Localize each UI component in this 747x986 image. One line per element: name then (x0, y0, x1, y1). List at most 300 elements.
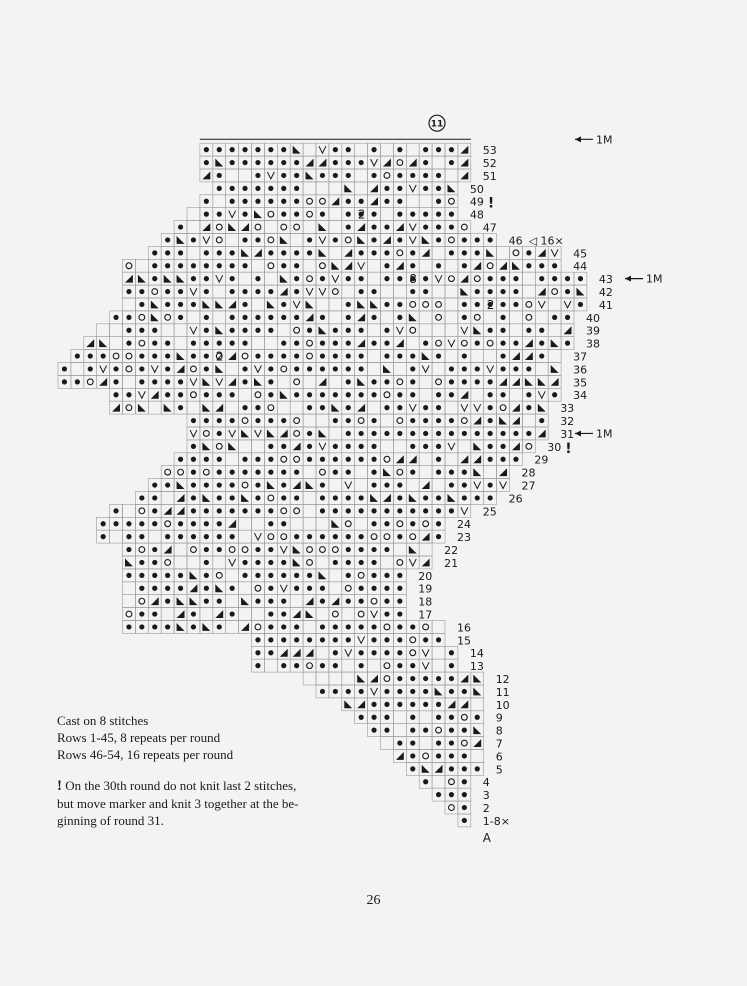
stitch-cell (484, 492, 497, 505)
stitch-cell (419, 440, 432, 453)
cell-box (252, 440, 265, 453)
stitch-cell (342, 479, 355, 492)
ssk-triangle (486, 249, 494, 257)
cell-box (329, 285, 342, 298)
stitch-cell (445, 711, 458, 724)
stitch-cell (123, 401, 136, 414)
yarn-over-circle (526, 443, 532, 449)
stitch-cell (187, 272, 200, 285)
yarn-over-circle (294, 418, 300, 424)
cell-box (355, 414, 368, 427)
cell-box (226, 440, 239, 453)
stitch-cell (161, 492, 174, 505)
v-stitch (396, 327, 403, 334)
cell-box (368, 195, 381, 208)
stitch-cell (290, 208, 303, 221)
ssk-triangle (280, 236, 288, 244)
stitch-cell (355, 221, 368, 234)
stitch-cell (277, 246, 290, 259)
knit-dot (281, 315, 286, 320)
cell-box (187, 388, 200, 401)
k2tog-triangle (538, 430, 546, 438)
knit-dot (410, 366, 415, 371)
stitch-cell (123, 324, 136, 337)
cell-box (239, 582, 252, 595)
knit-dot (513, 276, 518, 281)
ssk-triangle (202, 404, 210, 412)
stitch-cell (432, 246, 445, 259)
stitch-cell (458, 466, 471, 479)
k2tog-triangle (460, 159, 468, 167)
stitch-cell (381, 272, 394, 285)
stitch-cell (303, 556, 316, 569)
knit-dot (371, 250, 376, 255)
stitch-cell (510, 427, 523, 440)
k2tog-triangle (331, 197, 339, 205)
knit-dot (139, 289, 144, 294)
yarn-over-circle (397, 418, 403, 424)
yarn-over-circle (320, 198, 326, 204)
yarn-over-circle (449, 237, 455, 243)
knit-dot (371, 431, 376, 436)
knit-dot (488, 495, 493, 500)
knit-dot (126, 624, 131, 629)
stitch-cell (368, 285, 381, 298)
knit-dot (152, 573, 157, 578)
cell-box (187, 221, 200, 234)
knit-dot (526, 250, 531, 255)
knit-dot (191, 521, 196, 526)
stitch-cell (277, 517, 290, 530)
stitch-cell (252, 659, 265, 672)
v-stitch (371, 611, 378, 618)
knit-dot (462, 366, 467, 371)
stitch-cell (368, 324, 381, 337)
stitch-cell (226, 569, 239, 582)
stitch-cell (303, 388, 316, 401)
ssk-triangle (228, 442, 236, 450)
knit-dot (139, 302, 144, 307)
stitch-cell (458, 143, 471, 156)
stitch-cell (548, 363, 561, 376)
knit-dot (397, 315, 402, 320)
stitch-cell (239, 595, 252, 608)
stitch-cell (574, 298, 587, 311)
stitch-cell (419, 388, 432, 401)
knit-dot (281, 663, 286, 668)
knit-dot (397, 740, 402, 745)
yarn-over-circle (255, 224, 261, 230)
stitch-cell (406, 234, 419, 247)
stitch-cell (432, 788, 445, 801)
stitch-cell (510, 363, 523, 376)
stitch-cell (510, 298, 523, 311)
stitch-cell (381, 698, 394, 711)
stitch-cell (200, 466, 213, 479)
ssk-triangle (409, 494, 417, 502)
stitch-cell (445, 775, 458, 788)
cell-box (161, 466, 174, 479)
knit-dot (436, 186, 441, 191)
cell-box (393, 724, 406, 737)
yarn-over-circle (423, 521, 429, 527)
knit-dot (449, 650, 454, 655)
yarn-over-circle (384, 392, 390, 398)
stitch-cell (432, 259, 445, 272)
knit-dot (230, 160, 235, 165)
knit-dot (423, 341, 428, 346)
knit-dot (500, 353, 505, 358)
knit-dot (255, 173, 260, 178)
knit-dot (462, 302, 467, 307)
knit-dot (410, 521, 415, 526)
knit-dot (294, 341, 299, 346)
stitch-cell (316, 685, 329, 698)
knit-dot (384, 637, 389, 642)
stitch-cell (135, 298, 148, 311)
stitch-cell (148, 582, 161, 595)
stitch-cell (316, 156, 329, 169)
stitch-cell (316, 530, 329, 543)
knit-dot (281, 199, 286, 204)
row-number: 6 (495, 750, 503, 764)
cell-box (406, 646, 419, 659)
stitch-cell (342, 143, 355, 156)
knit-dot (242, 289, 247, 294)
stitch-cell (148, 272, 161, 285)
knit-dot (217, 263, 222, 268)
cell-box (432, 324, 445, 337)
stitch-cell (368, 466, 381, 479)
stitch-cell (484, 285, 497, 298)
knit-dot (371, 702, 376, 707)
yarn-over-circle (294, 327, 300, 333)
stitch-cell (277, 646, 290, 659)
knit-dot (371, 444, 376, 449)
stitch-cell (381, 685, 394, 698)
stitch-cell (445, 208, 458, 221)
row-number: 53 (482, 144, 497, 158)
stitch-cell (290, 169, 303, 182)
knit-dot (268, 470, 273, 475)
stitch-cell (252, 375, 265, 388)
knit-dot (371, 457, 376, 462)
knit-dot (436, 444, 441, 449)
stitch-cell (252, 272, 265, 285)
stitch-cell (406, 621, 419, 634)
stitch-cell (316, 324, 329, 337)
stitch-cell (419, 621, 432, 634)
cell-box (548, 350, 561, 363)
stitch-cell (252, 208, 265, 221)
v-stitch (319, 288, 326, 295)
stitch-cell (239, 569, 252, 582)
stitch-cell (329, 337, 342, 350)
knit-dot (410, 508, 415, 513)
stitch-cell (381, 517, 394, 530)
knit-dot (281, 495, 286, 500)
cell-box (497, 401, 510, 414)
stitch-cell (445, 466, 458, 479)
stitch-cell (329, 608, 342, 621)
knit-dot (346, 276, 351, 281)
stitch-cell (432, 414, 445, 427)
stitch-cell (368, 401, 381, 414)
marker-label: 1M (596, 133, 613, 147)
cell-box (368, 530, 381, 543)
v-stitch (422, 662, 429, 669)
knit-dot (178, 263, 183, 268)
knit-dot (320, 663, 325, 668)
cell-box (393, 466, 406, 479)
stitch-cell (123, 388, 136, 401)
knit-dot (139, 611, 144, 616)
cell-box (381, 530, 394, 543)
stitch-cell (419, 492, 432, 505)
stitch-cell (123, 311, 136, 324)
stitch-cell (316, 543, 329, 556)
stitch-cell (355, 659, 368, 672)
k2tog-triangle (319, 159, 327, 167)
stitch-cell (213, 246, 226, 259)
stitch-cell (200, 388, 213, 401)
knit-dot (384, 599, 389, 604)
knit-dot (436, 418, 441, 423)
knit-dot (62, 379, 67, 384)
stitch-cell (419, 724, 432, 737)
stitch-cell (458, 311, 471, 324)
knit-dot (436, 199, 441, 204)
k2tog-triangle (422, 249, 430, 257)
knit-dot (384, 521, 389, 526)
yarn-over-circle (500, 405, 506, 411)
cell-box (406, 298, 419, 311)
stitch-cell (135, 388, 148, 401)
stitch-cell (329, 479, 342, 492)
stitch-cell (123, 272, 136, 285)
cell-box (174, 543, 187, 556)
stitch-cell (187, 621, 200, 634)
knit-dot (423, 173, 428, 178)
yarn-over-circle (294, 224, 300, 230)
stitch-cell (239, 363, 252, 376)
cell-box (548, 324, 561, 337)
knit-dot (371, 586, 376, 591)
v-stitch (409, 185, 416, 192)
knit-dot (307, 237, 312, 242)
stitch-cell (290, 363, 303, 376)
stitch-cell (381, 324, 394, 337)
stitch-cell (226, 337, 239, 350)
stitch-cell (329, 208, 342, 221)
knit-dot (204, 547, 209, 552)
cell-box (329, 246, 342, 259)
knit-dot (397, 611, 402, 616)
stitch-cell (561, 337, 574, 350)
knit-dot (178, 521, 183, 526)
k2tog-triangle (460, 455, 468, 463)
knit-dot (204, 212, 209, 217)
knit-dot (242, 341, 247, 346)
stitch-cell (497, 479, 510, 492)
yarn-over-circle (461, 340, 467, 346)
cell-box (303, 621, 316, 634)
yarn-over-circle (410, 534, 416, 540)
stitch-cell (161, 311, 174, 324)
ssk-triangle (190, 571, 198, 579)
knit-dot (436, 715, 441, 720)
stitch-cell (200, 324, 213, 337)
stitch-cell (213, 427, 226, 440)
knit-dot (217, 521, 222, 526)
knit-dot (449, 147, 454, 152)
stitch-cell (290, 530, 303, 543)
stitch-cell (355, 427, 368, 440)
cell-box (264, 492, 277, 505)
stitch-cell (264, 350, 277, 363)
knit-dot (371, 650, 376, 655)
knit-dot (204, 276, 209, 281)
ssk-triangle (177, 275, 185, 283)
stitch-cell (213, 440, 226, 453)
stitch-cell (393, 698, 406, 711)
knit-dot (255, 418, 260, 423)
stitch-cell (368, 363, 381, 376)
stitch-cell (510, 272, 523, 285)
cell-box (226, 517, 239, 530)
knit-dot (152, 508, 157, 513)
knit-dot (268, 650, 273, 655)
cell-box (303, 208, 316, 221)
knit-dot (230, 611, 235, 616)
ssk-triangle (448, 184, 456, 192)
stitch-cell (484, 414, 497, 427)
stitch-cell (510, 375, 523, 388)
stitch-cell (290, 311, 303, 324)
stitch-cell (393, 750, 406, 763)
row-number: 7 (495, 737, 503, 751)
stitch-cell (316, 466, 329, 479)
stitch-cell (432, 479, 445, 492)
stitch-cell (226, 401, 239, 414)
stitch-cell (174, 621, 187, 634)
stitch-cell (535, 285, 548, 298)
cell-box (303, 156, 316, 169)
stitch-cell (187, 234, 200, 247)
ssk-triangle (267, 301, 275, 309)
knit-dot (384, 689, 389, 694)
yarn-over-circle (461, 224, 467, 230)
knit-dot (152, 547, 157, 552)
stitch-cell (239, 182, 252, 195)
v-stitch (422, 649, 429, 656)
knit-dot (113, 508, 118, 513)
stitch-cell (226, 363, 239, 376)
stitch-cell (316, 569, 329, 582)
knit-dot (397, 186, 402, 191)
stitch-cell (393, 156, 406, 169)
knit-dot (384, 508, 389, 513)
knit-dot (397, 237, 402, 242)
knit-dot (255, 353, 260, 358)
knit-dot (242, 560, 247, 565)
knit-dot (217, 457, 222, 462)
stitch-cell (329, 401, 342, 414)
stitch-cell (458, 724, 471, 737)
cell-box (458, 440, 471, 453)
v-stitch (190, 288, 197, 295)
knit-dot (152, 328, 157, 333)
knit-dot (268, 199, 273, 204)
v-stitch (409, 224, 416, 231)
knit-dot (462, 792, 467, 797)
stitch-cell (329, 595, 342, 608)
stitch-cell (432, 401, 445, 414)
knit-dot (462, 263, 467, 268)
cell-box (419, 195, 432, 208)
stitch-cell (419, 363, 432, 376)
yarn-over-circle (449, 805, 455, 811)
stitch-cell (290, 556, 303, 569)
ssk-triangle (473, 726, 481, 734)
knit-dot (113, 521, 118, 526)
knit-dot (230, 341, 235, 346)
stitch-cell (316, 633, 329, 646)
knit-dot (242, 263, 247, 268)
knit-dot (410, 263, 415, 268)
knit-dot (255, 599, 260, 604)
knit-dot (488, 328, 493, 333)
yarn-over-circle (371, 598, 377, 604)
row-number: 44 (573, 260, 588, 274)
stitch-cell (316, 298, 329, 311)
stitch-cell (393, 234, 406, 247)
stitch-cell (264, 621, 277, 634)
ssk-triangle (357, 236, 365, 244)
yarn-over-circle (436, 379, 442, 385)
cell-box (368, 401, 381, 414)
marker-arrow-icon (625, 276, 631, 282)
row-number: 21 (444, 556, 459, 570)
knit-dot (346, 392, 351, 397)
grid-number: 8 (409, 272, 417, 287)
knit-dot (294, 186, 299, 191)
stitch-cell (148, 492, 161, 505)
knit-dot (436, 740, 441, 745)
stitch-cell (123, 285, 136, 298)
stitch-cell (381, 453, 394, 466)
stitch-cell (187, 350, 200, 363)
stitch-cell (445, 182, 458, 195)
stitch-cell (510, 401, 523, 414)
knit-dot (346, 418, 351, 423)
stitch-cell (187, 337, 200, 350)
stitch-cell (226, 298, 239, 311)
stitch-cell (406, 246, 419, 259)
stitch-cell (58, 375, 71, 388)
stitch-cell (381, 156, 394, 169)
cell-box (264, 259, 277, 272)
knit-dot (294, 366, 299, 371)
stitch-cell (419, 556, 432, 569)
stitch-cell (484, 453, 497, 466)
cell-box (445, 311, 458, 324)
cell-box (239, 169, 252, 182)
stitch-cell (213, 453, 226, 466)
knit-dot (436, 753, 441, 758)
knit-dot (552, 263, 557, 268)
cell-box (226, 595, 239, 608)
